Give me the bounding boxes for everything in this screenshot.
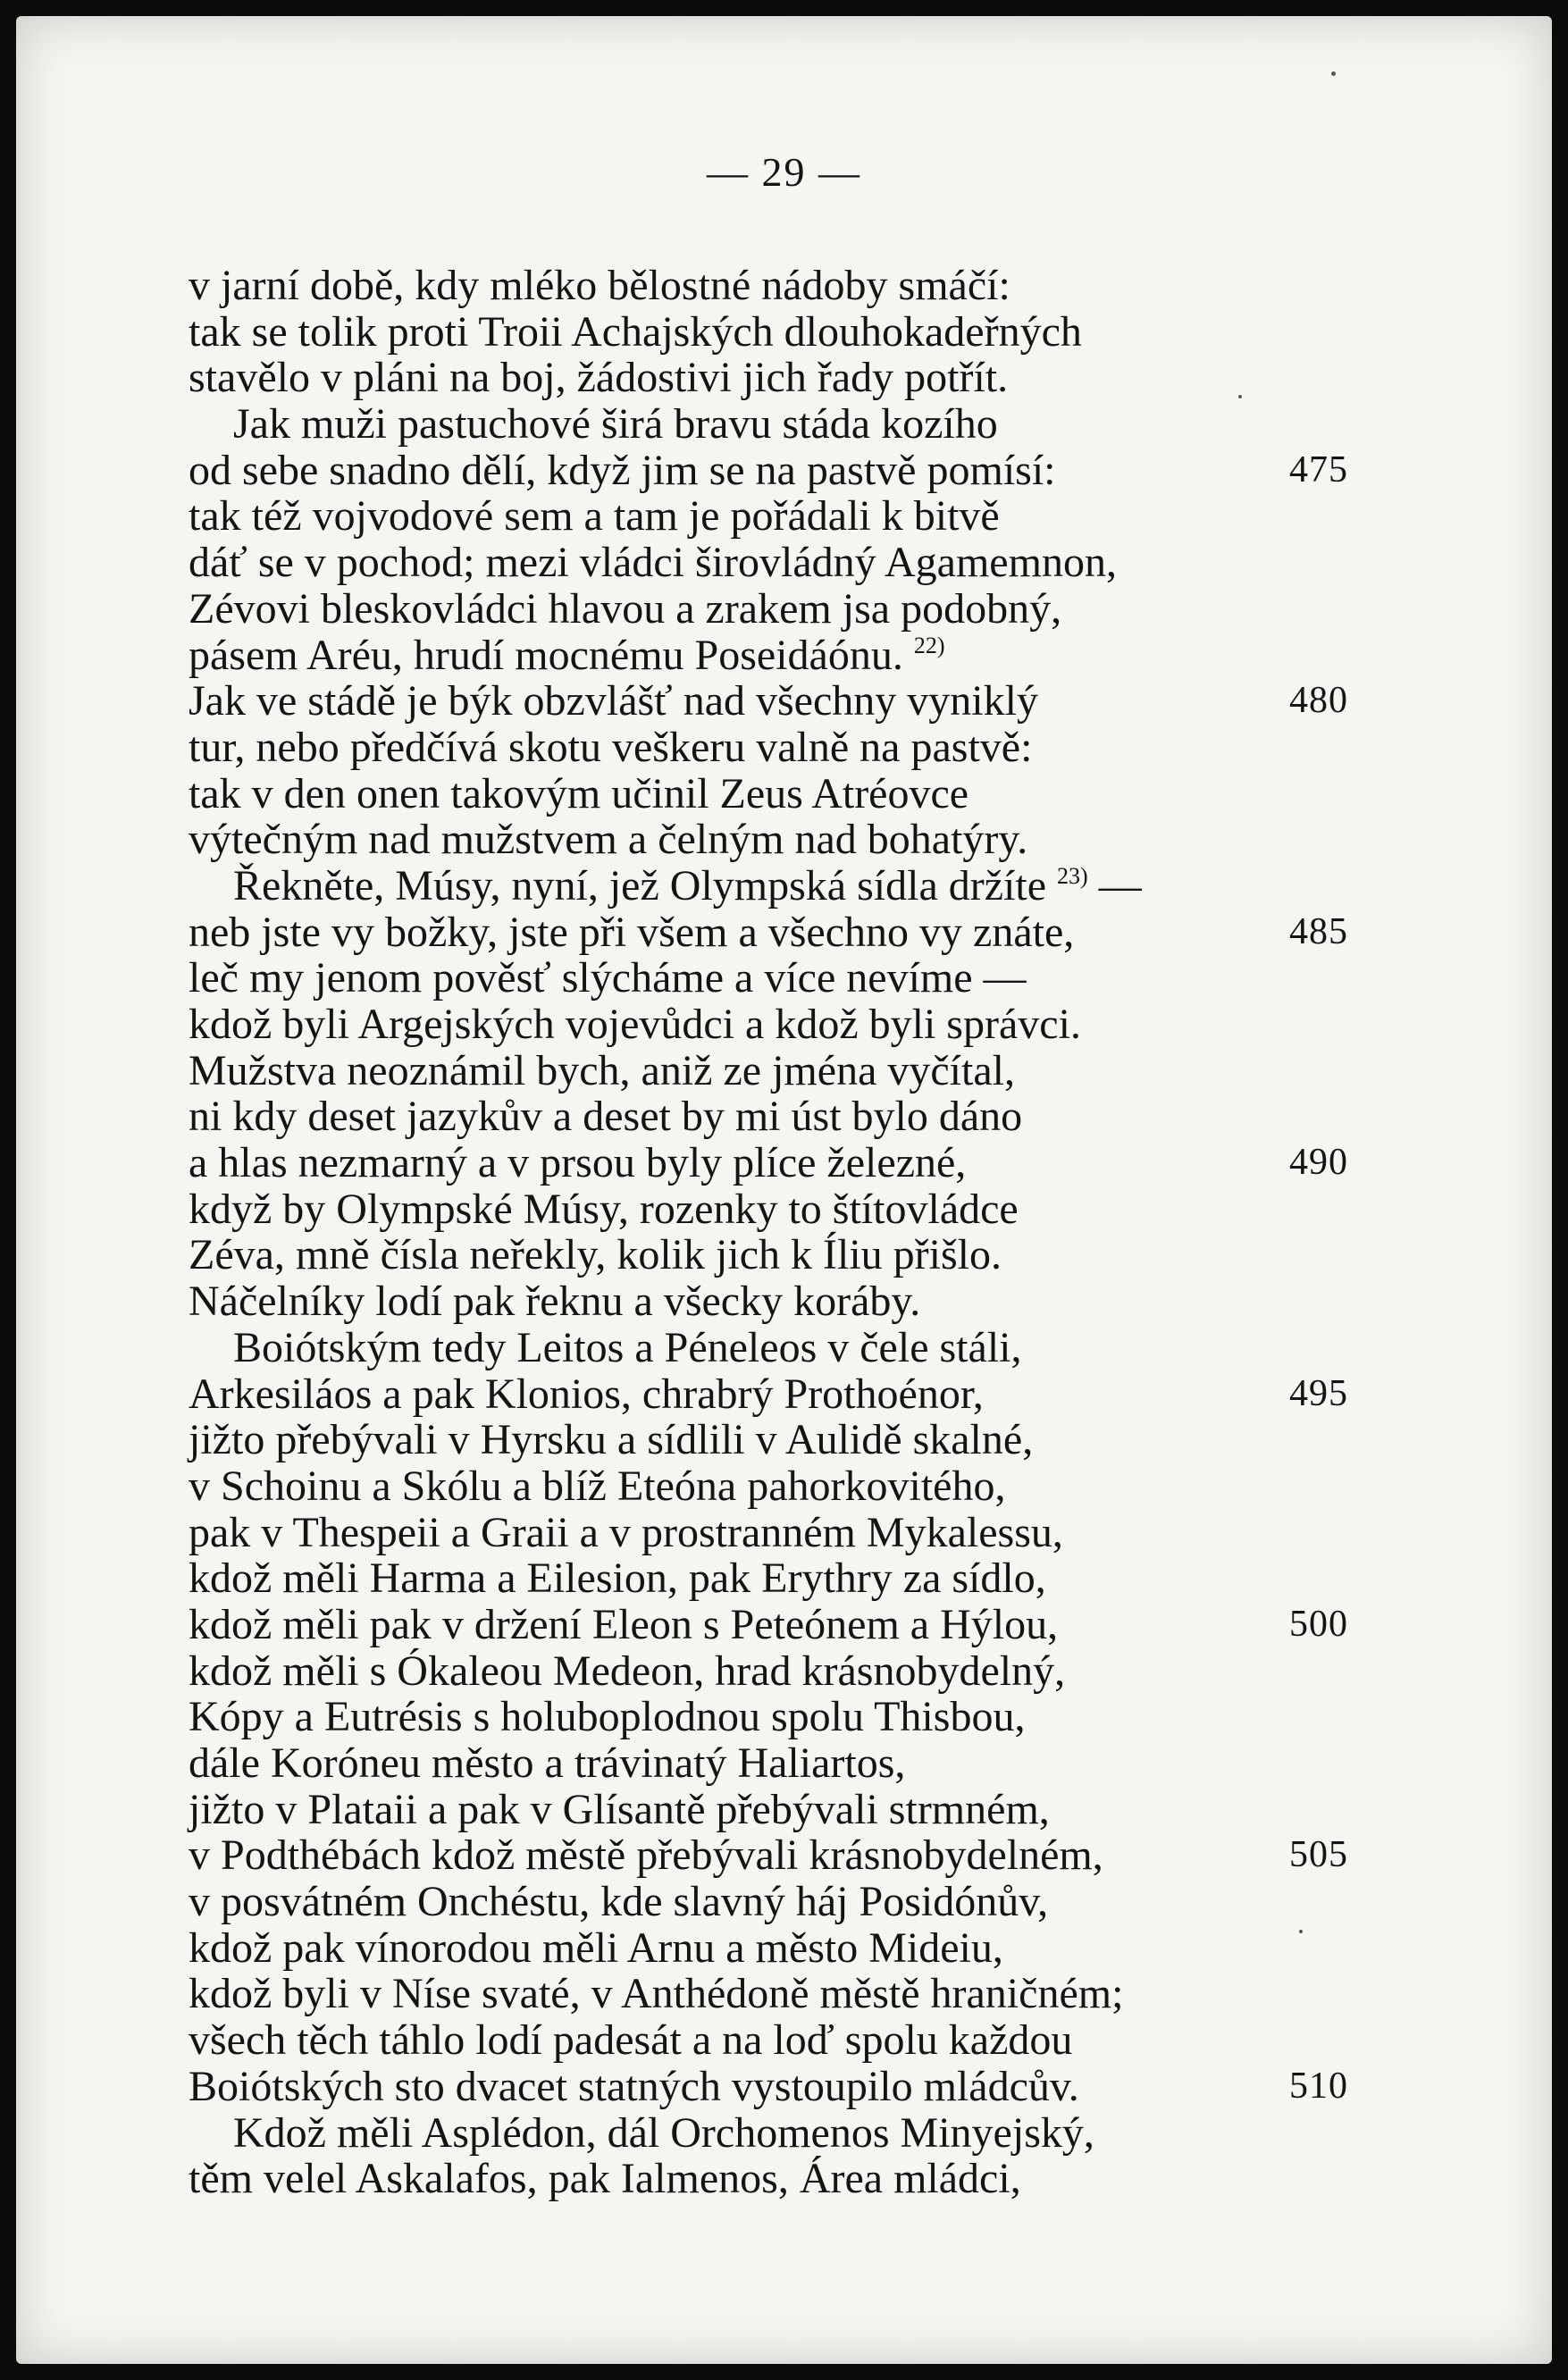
verse-line [189, 1232, 1395, 1278]
verse-words: v posvátném Onchéstu, kde slavný háj Posidónův, [189, 1878, 1049, 1926]
verse-line [189, 540, 1395, 586]
verse-line [189, 1787, 1395, 1833]
verse-line [189, 909, 1395, 956]
verse-line [189, 1925, 1395, 1972]
verse-words: když by Olympské Músy, rozenky to štítovládce [189, 1185, 1019, 1233]
verse-text [189, 1463, 1005, 1510]
verse-words: kdož měli pak v držení Eleon s Peteónem a Hýlou, [189, 1600, 1059, 1648]
verse-words: Boiótských sto dvacet statných vystoupilo mládcův. [189, 2062, 1079, 2110]
verse-line [189, 355, 1395, 401]
verse-text [189, 1832, 1103, 1879]
verse-words: a hlas nezmarný a v prsou byly plíce železné, [189, 1139, 967, 1187]
verse-text [189, 2156, 1021, 2202]
verse-line [189, 1094, 1395, 1140]
verse-line [189, 2017, 1395, 2064]
verse-text [189, 1232, 1002, 1278]
verse-text [189, 678, 1038, 725]
paper-speck [1238, 395, 1242, 398]
verse-line [189, 1694, 1395, 1740]
verse-line [189, 678, 1395, 725]
line-number: 495 [1289, 1372, 1348, 1414]
verse-block [189, 263, 1395, 2202]
verse-text [189, 1325, 1022, 1371]
line-number: 490 [1289, 1142, 1348, 1184]
footnote-marker: 23) [1057, 862, 1088, 889]
verse-words: neb jste vy božky, jste při všem a všechno vy znáte, [189, 908, 1075, 956]
verse-words: tur, nebo předčívá skotu veškeru valně na pastvě: [189, 723, 1033, 771]
verse-words: pásem Aréu, hrudí mocnému Poseidáónu. [189, 631, 903, 679]
verse-words: Arkesiláos a pak Klonios, chrabrý Prothoénor, [189, 1370, 984, 1418]
verse-line [189, 1463, 1395, 1510]
verse-line [189, 633, 1395, 679]
verse-text [189, 1740, 905, 1787]
verse-words: jižto v Plataii a pak v Glísantě přebývali strmném, [189, 1785, 1050, 1833]
verse-line [189, 309, 1395, 356]
verse-words: Jak muži pastuchové širá bravu stáda kozího [233, 400, 998, 448]
verse-words: stavělo v pláni na boj, žádostivi jich řady potřít. [189, 354, 1009, 402]
verse-text [189, 540, 1117, 586]
verse-words: tak v den onen takovým učinil Zeus Atréovce [189, 769, 969, 817]
verse-line [189, 1740, 1395, 1787]
verse-dash: — [1087, 861, 1142, 909]
verse-line [189, 817, 1395, 863]
paper-speck [1331, 71, 1336, 76]
verse-words: Kópy a Eutrésis s holuboplodnou spolu Thisbou, [189, 1693, 1026, 1741]
footnote-marker: 22) [913, 632, 945, 658]
verse-words: Jak ve stádě je býk obzvlášť nad všechny vyniklý [189, 677, 1038, 725]
verse-text [189, 1694, 1025, 1740]
verse-line [189, 1510, 1395, 1556]
verse-line [189, 1048, 1395, 1094]
verse-words: Kdož měli Asplédon, dál Orchomenos Minyejský, [233, 2108, 1094, 2157]
verse-text [189, 909, 1074, 956]
verse-line [189, 1971, 1395, 2017]
verse-line [189, 771, 1395, 817]
verse-line [189, 1371, 1395, 1418]
verse-line [189, 1140, 1395, 1186]
line-number: 485 [1289, 910, 1348, 952]
verse-words: v Podthébách kdož městě přebývali krásnobydelném, [189, 1831, 1103, 1880]
verse-words: od sebe snadno dělí, když jim se na pastvě pomísí: [189, 446, 1056, 494]
verse-line [189, 1325, 1395, 1371]
verse-line [189, 1832, 1395, 1879]
verse-text [189, 1001, 1081, 1048]
verse-text [189, 1186, 1019, 1233]
verse-line [189, 1648, 1395, 1695]
verse-line [189, 2064, 1395, 2110]
verse-words: tak se tolik proti Troii Achajských dlouhokadeřných [189, 307, 1082, 356]
verse-words: v Schoinu a Skólu a blíž Eteóna pahorkovitého, [189, 1462, 1006, 1510]
verse-words: kdož byli v Níse svaté, v Anthédoně městě hraničném; [189, 1970, 1124, 2018]
verse-words: těm velel Askalafos, pak Ialmenos, Área mládci, [189, 2155, 1021, 2203]
line-number: 475 [1289, 448, 1348, 490]
verse-text [189, 1510, 1063, 1556]
book-page [16, 16, 1552, 2364]
verse-line [189, 1879, 1395, 1925]
verse-line [189, 1555, 1395, 1602]
verse-line [189, 1278, 1395, 1325]
verse-words: jižto přebývali v Hyrsku a sídlili v Aulidě skalné, [189, 1416, 1034, 1464]
verse-text [189, 1648, 1065, 1695]
verse-words: kdož pak vínorodou měli Arnu a město Mideiu, [189, 1923, 1003, 1972]
verse-line [189, 2110, 1395, 2157]
line-number: 500 [1289, 1603, 1348, 1645]
verse-text [189, 309, 1082, 356]
verse-words: Mužstva neoznámil bych, aniž ze jména vyčítal, [189, 1046, 1015, 1094]
verse-text [189, 2064, 1079, 2110]
verse-words: kdož měli Harma a Eilesion, pak Erythry za sídlo, [189, 1555, 1046, 1603]
paper-speck [1299, 1930, 1303, 1933]
verse-text [189, 401, 998, 448]
verse-words: leč my jenom pověsť slýcháme a více nevíme — [189, 954, 1027, 1002]
verse-text [189, 1048, 1015, 1094]
verse-text [189, 1602, 1058, 1648]
verse-text [189, 493, 1000, 540]
verse-line [189, 1417, 1395, 1463]
page-number-header: — 29 — [707, 149, 861, 195]
verse-words: tak též vojvodové sem a tam je pořádali k bitvě [189, 492, 1000, 541]
verse-words: dále Koróneu město a trávinatý Haliartos, [189, 1739, 906, 1787]
line-number: 480 [1289, 680, 1348, 722]
verse-line [189, 863, 1395, 909]
verse-text [189, 1417, 1033, 1463]
verse-words: pak v Thespeii a Graii a v prostranném Mykalessu, [189, 1508, 1063, 1556]
verse-words: Zéva, mně čísla neřekly, kolik jich k Íliu přišlo. [189, 1231, 1002, 1279]
verse-text [189, 1278, 920, 1325]
verse-line [189, 401, 1395, 448]
verse-text [189, 1094, 1022, 1140]
verse-text [189, 586, 1061, 633]
verse-line [189, 1602, 1395, 1648]
verse-text [189, 1140, 966, 1186]
verse-text [189, 1371, 984, 1418]
line-number: 510 [1289, 2065, 1348, 2107]
verse-words: Boiótským tedy Leitos a Péneleos v čele stáli, [233, 1323, 1022, 1371]
verse-words: kdož měli s Ókaleou Medeon, hrad krásnobydelný, [189, 1647, 1066, 1695]
verse-words: výtečným nad mužstvem a čelným nad bohatýry. [189, 816, 1028, 864]
verse-text [189, 263, 1010, 309]
verse-line [189, 955, 1395, 1001]
verse-text [189, 355, 1008, 401]
verse-text [189, 1555, 1046, 1602]
verse-text [189, 2110, 1094, 2157]
verse-text [189, 955, 1027, 1001]
verse-text [189, 633, 945, 679]
verse-line [189, 263, 1395, 309]
verse-line [189, 448, 1395, 494]
verse-text [189, 725, 1032, 771]
verse-line [189, 493, 1395, 540]
verse-words: kdož byli Argejských vojevůdci a kdož byli správci. [189, 1001, 1081, 1048]
verse-line [189, 1186, 1395, 1233]
verse-words: Náčelníky lodí pak řeknu a všecky koráby. [189, 1278, 921, 1326]
verse-text [189, 863, 1142, 909]
line-number: 505 [1289, 1834, 1348, 1876]
verse-text [189, 771, 968, 817]
verse-text [189, 448, 1056, 494]
verse-line [189, 725, 1395, 771]
verse-words: ni kdy deset jazykův a deset by mi úst bylo dáno [189, 1093, 1023, 1141]
verse-words: všech těch táhlo lodí padesát a na loď spolu každou [189, 2016, 1073, 2065]
verse-words: dáť se v pochod; mezi vládci širovládný Agamemnon, [189, 539, 1117, 587]
verse-text [189, 1925, 1003, 1972]
verse-line [189, 1001, 1395, 1048]
verse-line [189, 586, 1395, 633]
verse-words: Zévovi bleskovládci hlavou a zrakem jsa podobný, [189, 584, 1062, 633]
verse-text [189, 1787, 1050, 1833]
verse-text [189, 817, 1027, 863]
verse-text [189, 1879, 1048, 1925]
verse-text [189, 1971, 1123, 2017]
verse-words: v jarní době, kdy mléko bělostné nádoby smáčí: [189, 262, 1010, 309]
verse-text [189, 2017, 1072, 2064]
verse-line [189, 2156, 1395, 2202]
verse-words: Řekněte, Músy, nyní, jež Olympská sídla držíte [233, 861, 1047, 909]
